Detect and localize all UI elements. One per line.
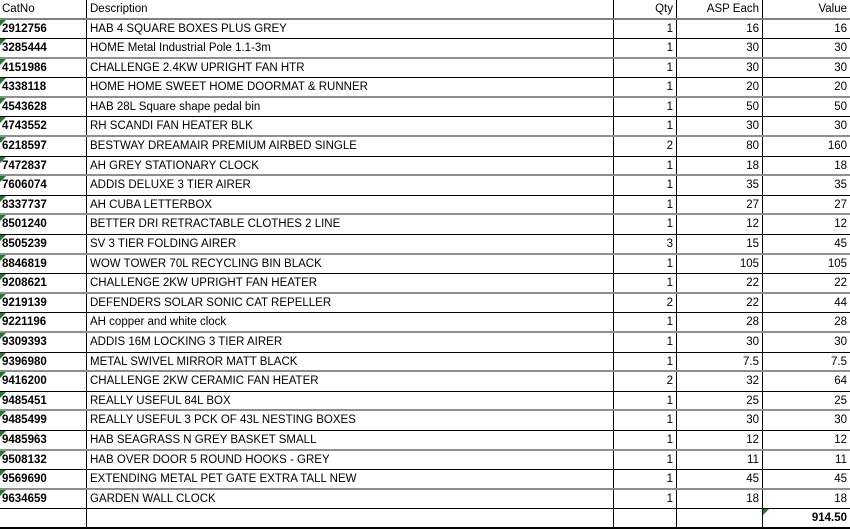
asp-each-cell[interactable]: 50 <box>677 98 763 117</box>
qty-cell[interactable]: 1 <box>614 353 677 371</box>
value-cell[interactable]: 64 <box>834 375 847 388</box>
description-cell[interactable]: HAB SEAGRASS N GREY BASKET SMALL <box>87 431 614 449</box>
catno-value: 9396980 <box>2 355 47 368</box>
catno-value: 9634659 <box>2 492 47 505</box>
catno-value: 4543628 <box>2 100 47 113</box>
table-row[interactable] <box>0 372 850 392</box>
error-indicator-icon <box>0 255 6 261</box>
qty-cell[interactable]: 1 <box>614 411 677 430</box>
asp-each-cell[interactable]: 30 <box>677 333 763 352</box>
description-cell[interactable]: CHALLENGE 2.4KW UPRIGHT FAN HTR <box>87 59 614 78</box>
asp-each-cell[interactable]: 20 <box>677 78 763 96</box>
description-cell[interactable]: DEFENDERS SOLAR SONIC CAT REPELLER <box>87 294 614 313</box>
asp-each-cell[interactable]: 27 <box>677 196 763 214</box>
catno-value: 8337737 <box>2 198 47 211</box>
description-cell[interactable]: HOME HOME SWEET HOME DOORMAT & RUNNER <box>87 78 614 96</box>
catno-value: 4743552 <box>2 120 47 133</box>
value-cell[interactable]: 12 <box>834 433 847 446</box>
column-header-value[interactable]: Value <box>818 3 847 15</box>
qty-cell[interactable]: 1 <box>614 274 677 292</box>
error-indicator-icon <box>0 431 6 437</box>
catno-cell[interactable] <box>0 196 87 214</box>
catno-value: 4338118 <box>2 81 47 94</box>
qty-cell[interactable]: 1 <box>614 196 677 214</box>
value-cell[interactable]: 30 <box>834 120 847 133</box>
qty-cell[interactable]: 2 <box>614 372 677 391</box>
value-cell[interactable]: 35 <box>834 179 847 192</box>
value-cell[interactable]: 45 <box>834 473 847 486</box>
catno-cell[interactable] <box>0 215 87 234</box>
asp-each-cell[interactable]: 30 <box>677 117 763 135</box>
total-asp-each-cell[interactable] <box>677 509 763 527</box>
description-cell[interactable]: HAB OVER DOOR 5 ROUND HOOKS - GREY <box>87 451 614 470</box>
description-cell[interactable]: HOME Metal Industrial Pole 1.1-3m <box>87 39 614 57</box>
total-value-cell[interactable] <box>763 509 850 527</box>
catno-cell[interactable] <box>0 137 87 156</box>
catno-cell[interactable] <box>0 176 87 195</box>
table-row[interactable] <box>0 157 850 177</box>
catno-cell[interactable] <box>0 294 87 313</box>
catno-value: 9219139 <box>2 296 47 309</box>
error-indicator-icon <box>0 274 6 280</box>
asp-each-cell[interactable]: 28 <box>677 313 763 331</box>
description-cell[interactable]: REALLY USEFUL 3 PCK OF 43L NESTING BOXES <box>87 411 614 430</box>
qty-cell[interactable]: 1 <box>614 20 677 39</box>
asp-each-cell[interactable]: 30 <box>677 39 763 57</box>
catno-cell[interactable] <box>0 392 87 410</box>
description-cell[interactable]: AH CUBA LETTERBOX <box>87 196 614 214</box>
catno-cell[interactable] <box>0 470 87 488</box>
description-cell[interactable]: WOW TOWER 70L RECYCLING BIN BLACK <box>87 255 614 274</box>
catno-cell[interactable] <box>0 451 87 470</box>
asp-each-cell[interactable]: 22 <box>677 294 763 313</box>
asp-each-cell[interactable]: 80 <box>677 137 763 156</box>
catno-cell[interactable] <box>0 59 87 78</box>
description-cell[interactable]: GARDEN WALL CLOCK <box>87 490 614 509</box>
description-cell[interactable]: ADDIS DELUXE 3 TIER AIRER <box>87 176 614 195</box>
error-indicator-icon <box>0 157 6 163</box>
qty-cell[interactable]: 1 <box>614 490 677 509</box>
description-cell[interactable]: REALLY USEFUL 84L BOX <box>87 392 614 410</box>
catno-cell[interactable] <box>0 78 87 96</box>
error-indicator-icon <box>0 451 6 457</box>
table-row[interactable] <box>0 196 850 216</box>
qty-cell[interactable]: 1 <box>614 157 677 175</box>
catno-value: 9485451 <box>2 394 47 407</box>
value-cell[interactable]: 20 <box>834 81 847 94</box>
description-cell[interactable]: METAL SWIVEL MIRROR MATT BLACK <box>87 353 614 371</box>
qty-cell[interactable]: 1 <box>614 98 677 117</box>
value-cell[interactable]: 44 <box>834 296 847 309</box>
qty-cell[interactable]: 1 <box>614 78 677 96</box>
value-cell[interactable]: 45 <box>834 238 847 251</box>
table-row[interactable] <box>0 431 850 451</box>
asp-each-cell[interactable]: 30 <box>677 59 763 78</box>
value-cell[interactable]: 18 <box>834 492 847 505</box>
description-cell[interactable]: RH SCANDI FAN HEATER BLK <box>87 117 614 135</box>
catno-cell[interactable] <box>0 39 87 57</box>
catno-cell[interactable] <box>0 353 87 371</box>
error-indicator-icon <box>0 117 6 123</box>
value-cell[interactable]: 18 <box>834 159 847 172</box>
column-header-asp-each[interactable]: ASP Each <box>677 0 763 18</box>
asp-each-cell[interactable]: 22 <box>677 274 763 292</box>
asp-each-cell[interactable]: 18 <box>677 490 763 509</box>
catno-value: 9508132 <box>2 453 47 466</box>
qty-cell[interactable]: 1 <box>614 431 677 449</box>
error-indicator-icon <box>0 176 6 182</box>
qty-cell[interactable]: 1 <box>614 59 677 78</box>
qty-cell[interactable]: 1 <box>614 333 677 352</box>
catno-cell[interactable] <box>0 490 87 509</box>
value-cell[interactable]: 25 <box>834 394 847 407</box>
value-cell[interactable]: 50 <box>834 100 847 113</box>
asp-each-cell[interactable]: 16 <box>677 20 763 39</box>
value-cell[interactable]: 16 <box>834 22 847 35</box>
value-cell[interactable]: 27 <box>834 198 847 211</box>
description-cell[interactable]: SV 3 TIER FOLDING AIRER <box>87 235 614 253</box>
catno-value: 7606074 <box>2 179 47 192</box>
catno-cell[interactable] <box>0 411 87 430</box>
value-cell[interactable]: 28 <box>834 316 847 329</box>
table-row[interactable] <box>0 98 850 118</box>
catno-cell[interactable] <box>0 255 87 274</box>
description-cell[interactable]: HAB 4 SQUARE BOXES PLUS GREY <box>87 20 614 39</box>
asp-each-cell[interactable]: 30 <box>677 411 763 430</box>
asp-each-cell[interactable]: 7.5 <box>677 353 763 371</box>
value-cell[interactable]: 12 <box>834 218 847 231</box>
catno-value: 9485963 <box>2 433 47 446</box>
qty-cell[interactable]: 1 <box>614 392 677 410</box>
table-row[interactable] <box>0 313 850 333</box>
asp-each-cell[interactable]: 25 <box>677 392 763 410</box>
qty-cell[interactable]: 1 <box>614 470 677 488</box>
table-row[interactable] <box>0 294 850 314</box>
asp-each-cell[interactable]: 35 <box>677 176 763 195</box>
column-header-catno[interactable]: CatNo <box>0 0 87 18</box>
description-cell[interactable]: EXTENDING METAL PET GATE EXTRA TALL NEW <box>87 470 614 488</box>
error-indicator-icon <box>0 39 6 45</box>
description-cell[interactable]: BESTWAY DREAMAIR PREMIUM AIRBED SINGLE <box>87 137 614 156</box>
catno-value: 8846819 <box>2 257 47 270</box>
table-row[interactable] <box>0 20 850 40</box>
table-row[interactable] <box>0 137 850 157</box>
qty-cell[interactable]: 1 <box>614 313 677 331</box>
description-cell[interactable]: AH GREY STATIONARY CLOCK <box>87 157 614 175</box>
asp-each-cell[interactable]: 105 <box>677 255 763 274</box>
table-row[interactable] <box>0 59 850 79</box>
catno-cell[interactable] <box>0 20 87 39</box>
header-row <box>0 0 850 20</box>
qty-cell[interactable]: 1 <box>614 117 677 135</box>
total-catno-cell[interactable] <box>0 509 87 527</box>
catno-value: 3285444 <box>2 42 47 55</box>
table-row[interactable] <box>0 78 850 98</box>
error-indicator-icon <box>0 98 6 104</box>
error-indicator-icon <box>0 59 6 65</box>
value-cell[interactable]: 7.5 <box>831 355 847 368</box>
description-cell[interactable]: AH copper and white clock <box>87 313 614 331</box>
error-indicator-icon <box>0 490 6 496</box>
description-cell[interactable]: CHALLENGE 2KW CERAMIC FAN HEATER <box>87 372 614 391</box>
table-row[interactable] <box>0 255 850 275</box>
catno-value: 4151986 <box>2 61 47 74</box>
error-indicator-icon <box>0 137 6 143</box>
qty-cell[interactable]: 1 <box>614 255 677 274</box>
total-qty-cell[interactable] <box>614 509 677 527</box>
asp-each-cell[interactable]: 11 <box>677 451 763 470</box>
error-indicator-icon <box>0 20 6 26</box>
error-indicator-icon <box>0 392 6 398</box>
column-header-qty[interactable]: Qty <box>614 0 677 18</box>
value-cell[interactable]: 22 <box>834 277 847 290</box>
catno-cell[interactable] <box>0 431 87 449</box>
value-cell[interactable]: 105 <box>827 257 847 270</box>
asp-each-cell[interactable]: 18 <box>677 157 763 175</box>
qty-cell[interactable]: 1 <box>614 451 677 470</box>
error-indicator-icon <box>0 333 6 339</box>
error-indicator-icon <box>0 313 6 319</box>
description-cell[interactable]: ADDIS 16M LOCKING 3 TIER AIRER <box>87 333 614 352</box>
catno-value: 7472837 <box>2 159 47 172</box>
table-row[interactable] <box>0 235 850 255</box>
error-indicator-icon <box>0 470 6 476</box>
catno-cell[interactable] <box>0 235 87 253</box>
catno-value: 9569690 <box>2 473 47 486</box>
value-cell[interactable]: 11 <box>835 453 847 466</box>
catno-cell[interactable] <box>0 313 87 331</box>
error-indicator-icon <box>0 294 6 300</box>
asp-each-cell[interactable]: 15 <box>677 235 763 253</box>
qty-cell[interactable]: 2 <box>614 137 677 156</box>
catno-value: 9485499 <box>2 414 47 427</box>
table-row[interactable] <box>0 353 850 373</box>
value-cell[interactable]: 30 <box>834 414 847 427</box>
total-row <box>0 509 850 529</box>
description-cell[interactable]: HAB 28L Square shape pedal bin <box>87 98 614 117</box>
value-cell[interactable]: 160 <box>827 140 847 153</box>
catno-value: 9416200 <box>2 375 47 388</box>
table-row[interactable] <box>0 215 850 235</box>
asp-each-cell[interactable]: 45 <box>677 470 763 488</box>
table-row[interactable] <box>0 411 850 431</box>
catno-value: 8505239 <box>2 238 47 251</box>
error-indicator-icon <box>0 411 6 417</box>
error-indicator-icon <box>763 509 769 515</box>
qty-cell[interactable]: 3 <box>614 235 677 253</box>
description-cell[interactable]: BETTER DRI RETRACTABLE CLOTHES 2 LINE <box>87 215 614 234</box>
error-indicator-icon <box>0 235 6 241</box>
description-cell[interactable]: CHALLENGE 2KW UPRIGHT FAN HEATER <box>87 274 614 292</box>
catno-value: 9309393 <box>2 336 47 348</box>
catno-value: 9208621 <box>2 277 47 290</box>
table-row[interactable] <box>0 392 850 412</box>
table-row[interactable] <box>0 490 850 510</box>
catno-value: 6218597 <box>2 140 47 153</box>
table-row[interactable] <box>0 117 850 137</box>
table-body <box>0 20 850 510</box>
table-row[interactable] <box>0 451 850 471</box>
catno-cell[interactable] <box>0 274 87 292</box>
catno-value: 8501240 <box>2 218 47 231</box>
total-value: 914.50 <box>811 512 847 525</box>
table-row[interactable] <box>0 39 850 59</box>
catno-cell[interactable] <box>0 372 87 391</box>
qty-cell[interactable]: 1 <box>614 176 677 195</box>
error-indicator-icon <box>0 78 6 84</box>
qty-cell[interactable]: 1 <box>614 215 677 234</box>
error-indicator-icon <box>0 372 6 378</box>
error-indicator-icon <box>0 353 6 359</box>
asp-each-cell[interactable]: 32 <box>677 372 763 391</box>
catno-cell[interactable] <box>0 98 87 117</box>
value-cell[interactable]: 30 <box>834 336 847 348</box>
column-header-description[interactable]: Description <box>87 0 614 18</box>
table-row[interactable] <box>0 176 850 196</box>
catno-cell[interactable] <box>0 157 87 175</box>
catno-cell[interactable] <box>0 117 87 135</box>
table-row[interactable] <box>0 470 850 490</box>
table-row[interactable] <box>0 333 850 353</box>
value-cell[interactable]: 30 <box>834 61 847 74</box>
value-cell[interactable]: 30 <box>834 42 847 55</box>
catno-value: 2912756 <box>2 22 47 35</box>
error-indicator-icon <box>0 196 6 202</box>
asp-each-cell[interactable]: 12 <box>677 215 763 234</box>
catno-value: 9221196 <box>2 316 47 329</box>
qty-cell[interactable]: 1 <box>614 39 677 57</box>
table-row[interactable] <box>0 274 850 294</box>
catno-cell[interactable] <box>0 333 87 352</box>
error-indicator-icon <box>0 215 6 221</box>
qty-cell[interactable]: 2 <box>614 294 677 313</box>
asp-each-cell[interactable]: 12 <box>677 431 763 449</box>
total-description-cell[interactable] <box>87 509 614 527</box>
